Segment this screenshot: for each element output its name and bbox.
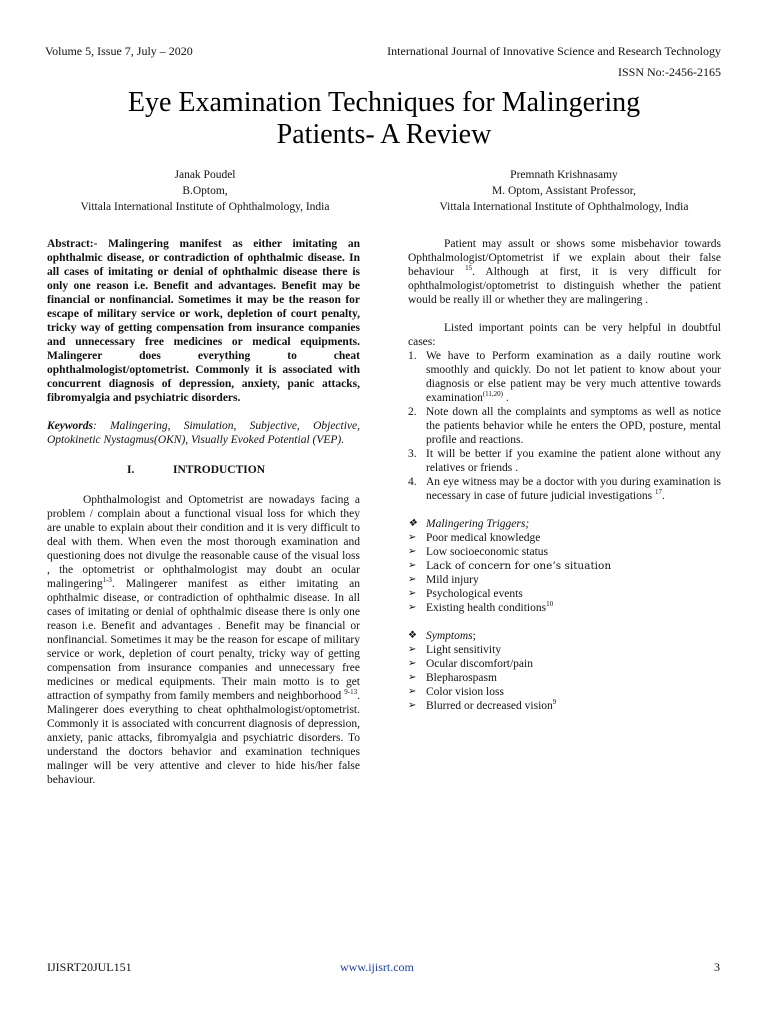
arrow-bullet-icon: ➢ <box>408 532 417 543</box>
arrow-bullet-icon: ➢ <box>408 686 417 697</box>
author-degree: M. Optom, Assistant Professor, <box>492 185 636 197</box>
arrow-bullet-icon: ➢ <box>408 574 417 585</box>
right-column <box>408 237 721 713</box>
citation: 9-13 <box>344 688 358 697</box>
arrow-bullet-icon: ➢ <box>408 560 417 571</box>
arrow-bullet-icon: ➢ <box>408 644 417 655</box>
title-line-2: Patients- A Review <box>276 119 492 150</box>
list-item: ➢ Ocular discomfort/pain <box>408 658 533 670</box>
author-affiliation: Vittala International Institute of Ophthalmology, India <box>439 201 689 213</box>
intro-paragraph: Ophthalmologist and Optometrist are nowadays facing a problem / complain about a functional visual loss for which they are unable to explain about their condition and it is very difficult to deal with them. When even the most thorough examination and questioning does not divulge the reasonable cause of the visual loss , the optometrist or ophthalmologist may doubt an ocular malingering$^{1-3}$. Malingerer manifest as either imitating an ophthalmic disease, or contradiction of ophthalmic disease. In all cases of imitating or denial of ophthalmic disease there is only one reason i.e. Benefit and advantages . Benefit may be financial or nonfinancial. Sometimes it may be the reason for escape of military service or work, depletion of court penalty, tricky way of getting compensation from insurance companies and unnecessary free medicines or medical equipments. Their main motto is to get attraction of sympathy from family members and neighborhood $^{9-13}$. Malingerer does everything to cheat ophthalmologist/optometrist. Commonly it is associated with concurrent diagnosis of depression, anxiety, panic attacks, fibromyalgia and psychiatric disorders. To understand the doctors behavior and examination techniques malinger will be very attentive and clever to hide his/her false behaviour. <box>47 494 360 786</box>
arrow-bullet-icon: ➢ <box>408 700 417 711</box>
page-number: 3 <box>714 960 720 974</box>
author-name: Janak Poudel <box>174 169 236 181</box>
list-item: ➢ Low socioeconomic status <box>408 546 549 558</box>
diamond-bullet-icon: ❖ <box>408 518 417 529</box>
list-item: ➢ Poor medical knowledge <box>408 532 541 544</box>
list-item: ➢ Lack of concern for one’s situation <box>408 560 612 572</box>
keywords-label: Keywords <box>47 420 93 432</box>
arrow-bullet-icon: ➢ <box>408 672 417 683</box>
author-2 <box>405 167 723 215</box>
citation: 1-3 <box>102 576 112 585</box>
title-line-1: Eye Examination Techniques for Malingering <box>127 87 641 118</box>
section-heading <box>47 463 360 477</box>
triggers-list <box>408 517 721 615</box>
list-item: 3. It will be better if you examine the patient alone without any relatives or friends . <box>408 448 721 474</box>
list-item: 4. An eye witness may be a doctor with you during examination is necessary in case of future judicial investigations $^{17}$. <box>408 476 721 502</box>
triggers-heading: ❖ Malingering Triggers; <box>408 518 530 530</box>
list-item: ➢ Color vision loss <box>408 686 504 698</box>
keywords-text: : Malingering, Simulation, Subjective, Objective, Optokinetic Nystagmus(OKN), Visually Evoked Potential (VEP). <box>47 420 360 446</box>
citation: (11,20) <box>482 390 503 399</box>
misbehavior-paragraph: Patient may assult or shows some misbehavior towards Ophthalmologist/Optometrist if we explain about their false behaviour $^{15}$. Although at first, it is very difficult for ophthalmologist/optometrist to distinguish whether the patient would be really ill or whether they are malingering . <box>408 238 722 306</box>
citation: 15 <box>465 264 473 273</box>
list-item: ➢ Psychological events <box>408 588 523 600</box>
author-degree: B.Optom, <box>182 185 228 197</box>
abstract: Abstract:- Malingering manifest as either imitating an ophthalmic disease, or contradiction of ophthalmic disease. In all cases of imitating or denial of ophthalmic disease there is only one reason i.e. Benefit and advantages. Benefit may be financial or nonfinancial. Sometimes it may be the reason for escape of military service or work, depletion of court penalty, tricky way of getting compensation from insurance companies and unnecessary free medicines or medical equipments. Malingerer does everything to cheat ophthalmologist/optometrist. Commonly it is associated with concurrent diagnosis of depression, anxiety, panic attacks, fibromyalgia and psychiatric disorders. <box>47 238 360 404</box>
list-item: ➢ Blepharospasm <box>408 672 497 684</box>
list-item: ➢ Mild injury <box>408 574 479 586</box>
journal-website-link[interactable]: www.ijisrt.com <box>340 960 414 974</box>
paper-id: IJISRT20JUL151 <box>47 960 132 974</box>
arrow-bullet-icon: ➢ <box>408 546 417 557</box>
volume-info: Volume 5, Issue 7, July – 2020 <box>45 44 193 58</box>
arrow-bullet-icon: ➢ <box>408 588 417 599</box>
section-number: I. <box>127 464 135 476</box>
section-title: INTRODUCTION <box>173 464 266 476</box>
symptoms-list <box>408 629 721 713</box>
citation: 9 <box>552 698 557 707</box>
list-item: ➢ Blurred or decreased vision$^9$ <box>408 698 557 712</box>
author-name: Premnath Krishnasamy <box>510 169 618 181</box>
arrow-bullet-icon: ➢ <box>408 602 417 613</box>
author-affiliation: Vittala International Institute of Ophthalmology, India <box>80 201 330 213</box>
left-column <box>47 237 360 787</box>
paper-title <box>40 87 728 151</box>
citation: 10 <box>546 600 554 609</box>
citation: 17 <box>654 488 662 497</box>
list-item: ➢ Light sensitivity <box>408 644 502 656</box>
list-item: 2. Note down all the complaints and symptoms as well as notice the patients behavior while he enters the OPD, posture, mental profile and reactions. <box>408 406 721 446</box>
issn: ISSN No:-2456-2165 <box>617 65 721 79</box>
list-item: ➢ Existing health conditions$^{10}$ <box>408 600 554 614</box>
points-intro: Listed important points can be very helpful in doubtful cases: <box>408 322 721 348</box>
arrow-bullet-icon: ➢ <box>408 658 417 669</box>
author-1 <box>45 167 365 215</box>
journal-name: International Journal of Innovative Science and Research Technology <box>387 44 721 58</box>
important-points-list <box>408 349 721 503</box>
diamond-bullet-icon: ❖ <box>408 630 417 641</box>
list-item: 1. We have to Perform examination as a daily routine work smoothly and quickly. Do not let patient to know about your diagnosis or else patient may be very much attentive towards examination$^{(11,20)}$ . <box>408 350 721 404</box>
symptoms-heading: ❖ Symptoms; <box>408 630 476 642</box>
keywords <box>47 419 360 447</box>
